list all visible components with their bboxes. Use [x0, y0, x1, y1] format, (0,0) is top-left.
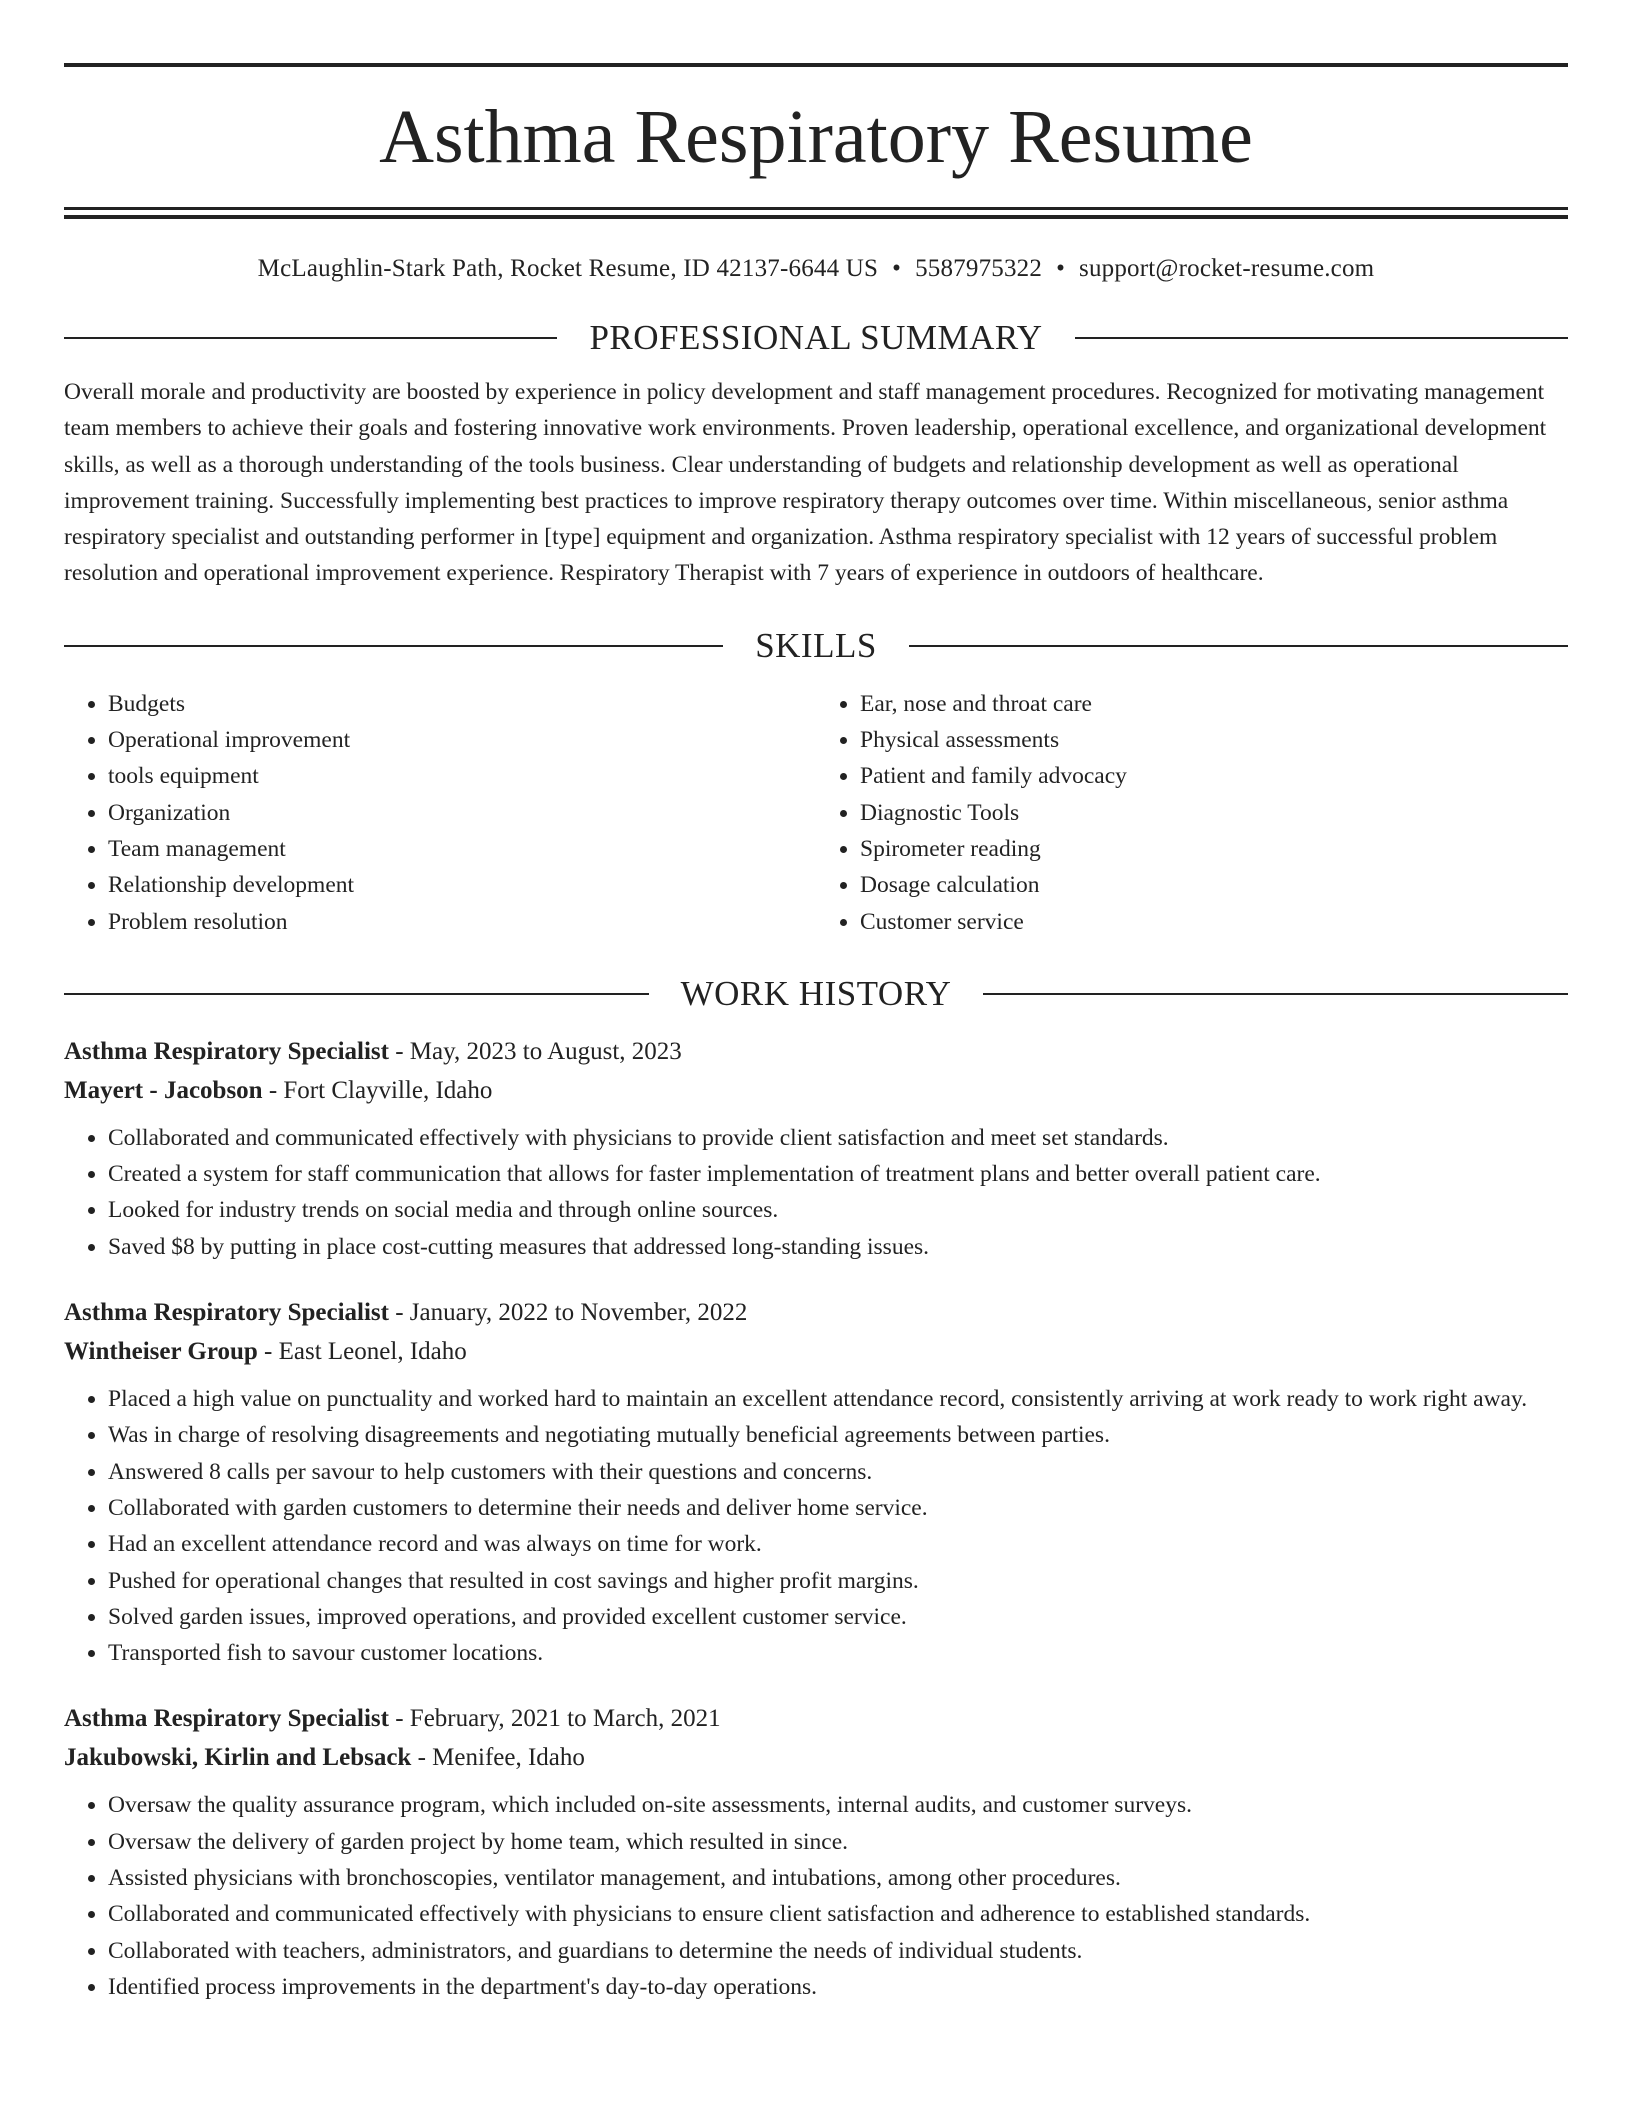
skill-item: • Ear, nose and throat care [860, 686, 1568, 722]
skill-item: • Operational improvement [108, 722, 816, 758]
heading-rule [909, 645, 1568, 647]
job-bullet: • Collaborated and communicated effectively with physicians to ensure client satisfaction and adherence to established standards. [108, 1896, 1568, 1932]
skill-item: • tools equipment [108, 758, 816, 794]
separator-dot: • [1056, 255, 1066, 282]
job-bullet: • Assisted physicians with bronchoscopies, ventilator management, and intubations, among other procedures. [108, 1860, 1568, 1896]
job-bullet: • Placed a high value on punctuality and worked hard to maintain an excellent attendance record, consistently arriving at work ready to work right away. [108, 1381, 1568, 1417]
job-title: Asthma Respiratory Specialist [64, 1037, 389, 1065]
job-bullets [64, 1787, 1568, 2005]
job-bullet: • Collaborated with teachers, administrators, and guardians to determine the needs of individual students. [108, 1933, 1568, 1969]
heading-rule [1075, 337, 1568, 339]
email: support@rocket-resume.com [1079, 255, 1375, 282]
section-title: SKILLS [755, 625, 877, 665]
double-rule [64, 207, 1568, 219]
job-bullet: • Looked for industry trends on social media and through online sources. [108, 1192, 1568, 1228]
skill-item: • Budgets [108, 686, 816, 722]
job-bullet: • Answered 8 calls per savour to help customers with their questions and concerns. [108, 1454, 1568, 1490]
job-bullet: • Transported fish to savour customer locations. [108, 1635, 1568, 1671]
job-bullet: • Oversaw the quality assurance program, which included on-site assessments, internal audits, and customer surveys. [108, 1787, 1568, 1823]
job-bullet: • Was in charge of resolving disagreements and negotiating mutually beneficial agreements between parties. [108, 1417, 1568, 1453]
job-company-line [64, 1071, 1568, 1110]
job-bullet: • Pushed for operational changes that resulted in cost savings and higher profit margins. [108, 1563, 1568, 1599]
separator-dot: • [892, 255, 902, 282]
contact-line [64, 254, 1568, 284]
job-company-line [64, 1738, 1568, 1777]
job-title-line [64, 1032, 1568, 1071]
skill-item: • Diagnostic Tools [860, 795, 1568, 831]
skill-item: • Team management [108, 831, 816, 867]
section-title: WORK HISTORY [680, 973, 952, 1013]
section-heading-skills [64, 624, 1568, 668]
skill-item: • Customer service [860, 904, 1568, 940]
heading-rule [64, 645, 723, 647]
heading-rule [983, 993, 1568, 995]
skill-item: • Dosage calculation [860, 867, 1568, 903]
job-bullet: • Collaborated and communicated effectively with physicians to provide client satisfaction and meet set standards. [108, 1120, 1568, 1156]
job-entry [64, 1032, 1568, 1265]
company-name: Wintheiser Group [64, 1338, 258, 1366]
skills-column-left [64, 686, 816, 940]
skills-column-right [816, 686, 1568, 940]
section-title: PROFESSIONAL SUMMARY [589, 318, 1043, 357]
job-bullet: • Had an excellent attendance record and was always on time for work. [108, 1526, 1568, 1562]
job-title-line [64, 1699, 1568, 1738]
job-location: - Menifee, Idaho [411, 1744, 585, 1772]
job-entry [64, 1699, 1568, 2005]
job-bullets [64, 1120, 1568, 1265]
address: McLaughlin-Stark Path, Rocket Resume, ID 42137-6644 US [257, 255, 879, 282]
section-heading-summary [64, 316, 1568, 360]
job-location: - East Leonel, Idaho [257, 1338, 467, 1366]
skills-list [64, 686, 1568, 940]
skill-item: • Spirometer reading [860, 831, 1568, 867]
job-bullets [64, 1381, 1568, 1671]
heading-rule [64, 993, 649, 995]
job-dates: - May, 2023 to August, 2023 [388, 1037, 682, 1065]
job-location: - Fort Clayville, Idaho [262, 1076, 493, 1104]
work-history-list [64, 1032, 1568, 2005]
job-bullet: • Solved garden issues, improved operations, and provided excellent customer service. [108, 1599, 1568, 1635]
job-bullet: • Created a system for staff communication that allows for faster implementation of treatment plans and better overall patient care. [108, 1156, 1568, 1192]
job-bullet: • Collaborated with garden customers to determine their needs and deliver home service. [108, 1490, 1568, 1526]
job-bullet: • Saved $8 by putting in place cost-cutting measures that addressed long-standing issues. [108, 1229, 1568, 1265]
job-bullet: • Identified process improvements in the department's day-to-day operations. [108, 1969, 1568, 2005]
skill-item: • Organization [108, 795, 816, 831]
skill-item: • Physical assessments [860, 722, 1568, 758]
job-title: Asthma Respiratory Specialist [64, 1705, 389, 1733]
skill-item: • Relationship development [108, 867, 816, 903]
summary-text: Overall morale and productivity are boosted by experience in policy development and staff management procedures. Recognized for motivating management team members to achieve their goals and fostering innovative work environments. Proven leadership, operational excellence, and organizational development skills, as well as a thorough understanding of the tools business. Clear understanding of budgets and relationship development as well as operational improvement training. Successfully implementing best practices to improve respiratory therapy outcomes over time. Within miscellaneous, senior asthma respiratory specialist and outstanding performer in [type] equipment and organization. Asthma respiratory specialist with 12 years of successful problem resolution and operational improvement experience. Respiratory Therapist with 7 years of experience in outdoors of healthcare. [64, 379, 1547, 587]
heading-rule [64, 337, 557, 339]
job-bullet: • Oversaw the delivery of garden project by home team, which resulted in since. [108, 1824, 1568, 1860]
job-company-line [64, 1332, 1568, 1371]
company-name: Jakubowski, Kirlin and Lebsack [64, 1744, 412, 1772]
section-heading-work-history [64, 972, 1568, 1016]
job-dates: - January, 2022 to November, 2022 [388, 1299, 748, 1327]
company-name: Mayert - Jacobson [64, 1076, 263, 1104]
job-title: Asthma Respiratory Specialist [64, 1299, 389, 1327]
skill-item: • Patient and family advocacy [860, 758, 1568, 794]
phone: 5587975322 [915, 255, 1043, 282]
job-title-line [64, 1293, 1568, 1332]
skill-item: • Problem resolution [108, 904, 816, 940]
job-entry [64, 1293, 1568, 1671]
job-dates: - February, 2021 to March, 2021 [388, 1705, 721, 1733]
resume-title: Asthma Respiratory Resume [379, 95, 1253, 179]
